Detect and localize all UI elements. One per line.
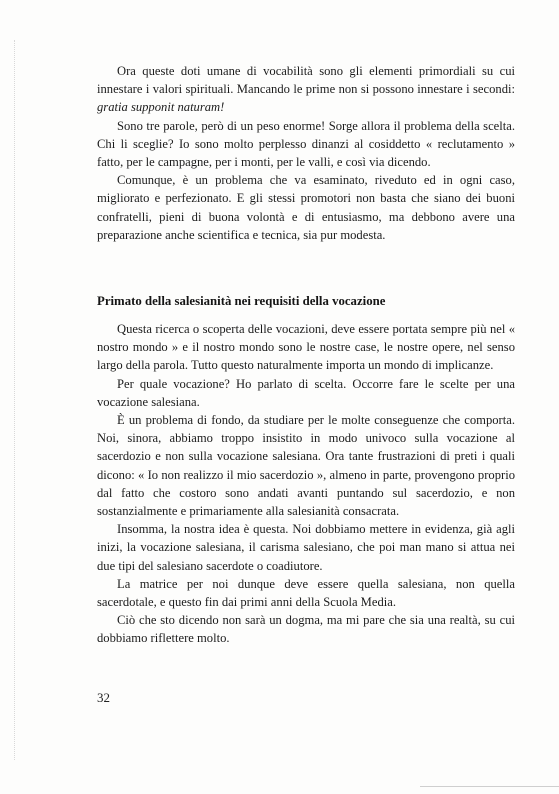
paragraph: Questa ricerca o scoperta delle vocazioni, deve essere portata sempre più nel « nostro mondo » e il nostro mondo sono le nostre case, le nostre opere, nel senso largo della parola. Tutto questo naturalmente importa un mondo di implicanze.: [97, 322, 515, 373]
paragraph-text: Ora queste doti umane di vocabilità sono gli elementi primordiali su cui innestare i valori spirituali. Mancando le prime non si possono innestare i secondi:: [97, 64, 515, 97]
paragraph: Per quale vocazione? Ho parlato di scelta. Occorre fare le scelte per una vocazione salesiana.: [97, 376, 515, 409]
scan-margin-mark: [14, 40, 16, 760]
paragraph: La matrice per noi dunque deve essere quella salesiana, non quella sacerdotale, e questo fin dai primi anni della Scuola Media.: [97, 576, 515, 610]
paragraph: Insomma, la nostra idea è questa. Noi dobbiamo mettere in evidenza, già agli inizi, la vocazione salesiana, il carisma salesiano, che poi man mano si attua nei due tipi del salesiano sacerdote o coadiutore.: [97, 522, 515, 573]
paragraph: Ciò che sto dicendo non sarà un dogma, ma mi pare che sia una realtà, su cui dobbiamo riflettere molto.: [97, 613, 515, 646]
paragraph: [97, 62, 515, 117]
paragraph: Comunque, è un problema che va esaminato, riveduto ed in ogni caso, migliorato e perfezionato. E gli stessi promotori non basta che siano dei buoni confratelli, pieni di buona volontà e di entusiasmo, ma debbono avere una preparazione anche scientifica e tecnica, sia pur modesta.: [97, 173, 515, 242]
section-heading: Primato della salesianità nei requisiti della vocazione: [97, 294, 386, 308]
page-number: 32: [97, 690, 110, 705]
latin-phrase: gratia supponit naturam!: [97, 100, 225, 115]
paragraph: Sono tre parole, però di un peso enorme! Sorge allora il problema della scelta. Chi li sceglie? Io sono molto perplesso dinanzi al cosiddetto « reclutamento » fatto, per le campagne, per i monti, per le valli, e così via dicendo.: [97, 118, 515, 170]
section-text-block: [97, 320, 515, 648]
top-text-block: [97, 62, 515, 244]
scan-edge-line: [420, 786, 559, 787]
paragraph: È un problema di fondo, da studiare per le molte conseguenze che comporta. Noi, sinora, abbiamo troppo insistito in modo univoco sulla vocazione al sacerdozio e non sulla vocazione salesiana. Ora tante frustrazioni di preti i quali dicono: « Io non realizzo il mio sacerdozio », almeno in parte, provengono proprio dal fatto che costoro sono andati avanti puntando sul sacerdozio, e non sostanzialmente e primariamente alla salesianità consacrata.: [97, 413, 515, 519]
